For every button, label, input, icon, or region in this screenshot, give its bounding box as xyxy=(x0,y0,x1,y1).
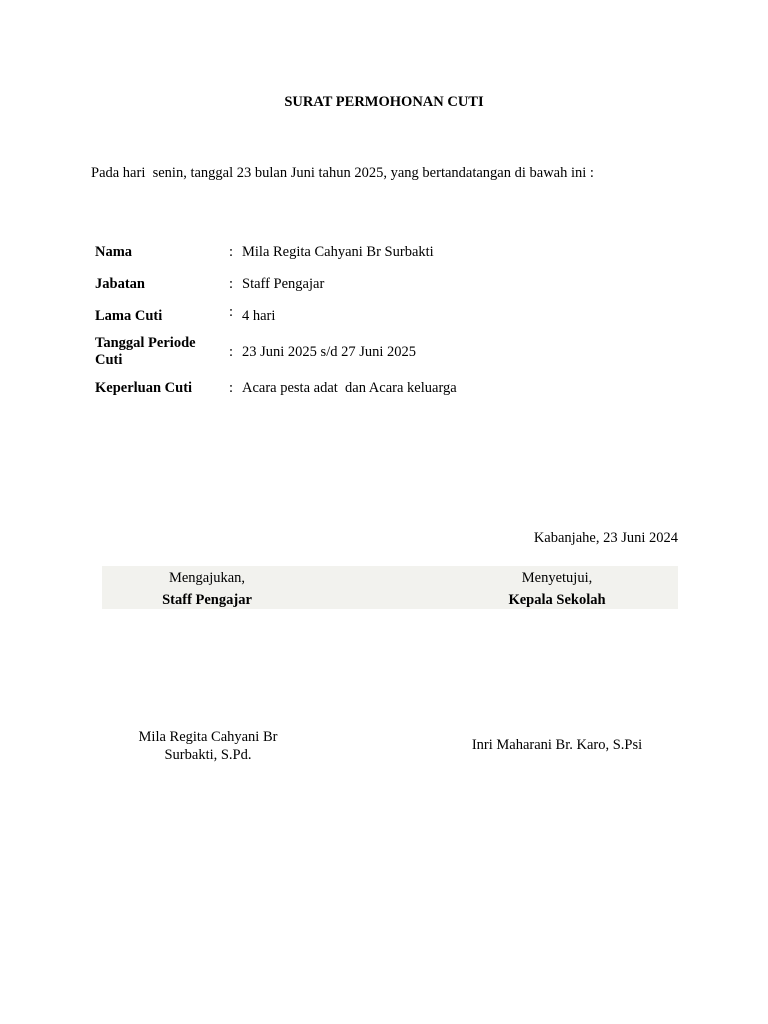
field-label: Nama xyxy=(95,244,133,260)
signer-left-name: Mila Regita Cahyani Br Surbakti, S.Pd. xyxy=(138,729,278,763)
field-label: Tanggal Periode Cuti xyxy=(95,335,196,368)
field-colon: : xyxy=(229,276,234,292)
field-value: Acara pesta adat dan Acara keluarga xyxy=(242,380,457,396)
field-label: Jabatan xyxy=(95,276,145,292)
field-value: Mila Regita Cahyani Br Surbakti xyxy=(242,244,434,260)
field-colon: : xyxy=(229,380,234,396)
field-row-nama xyxy=(95,240,655,265)
document-title: SURAT PERMOHONAN CUTI xyxy=(284,94,484,110)
field-label: Keperluan Cuti xyxy=(95,380,193,396)
place-date: Kabanjahe, 23 Juni 2024 xyxy=(533,530,678,546)
field-label: Lama Cuti xyxy=(95,308,163,324)
signature-header xyxy=(102,566,678,609)
field-value: 4 hari xyxy=(242,308,276,324)
field-row-keperluan xyxy=(95,376,655,401)
field-list xyxy=(95,240,655,401)
field-value: Staff Pengajar xyxy=(242,276,325,292)
signature-left-header xyxy=(102,567,312,611)
signature-right-role: Kepala Sekolah xyxy=(508,592,606,608)
field-row-lama-cuti xyxy=(95,304,655,329)
signer-right-name: Inri Maharani Br. Karo, S.Psi xyxy=(471,737,643,753)
field-colon: : xyxy=(229,244,234,260)
signature-right-caption: Menyetujui, xyxy=(521,570,593,586)
field-colon: : xyxy=(229,343,234,360)
intro-paragraph: Pada hari senin, tanggal 23 bulan Juni tahun 2025, yang bertandatangan di bawah ini : xyxy=(91,165,594,181)
signature-right-header xyxy=(442,567,672,611)
signature-left-role: Staff Pengajar xyxy=(162,592,252,608)
signature-left-caption: Mengajukan, xyxy=(168,570,246,586)
field-colon: : xyxy=(229,304,234,320)
field-row-jabatan xyxy=(95,272,655,297)
field-row-tanggal-periode xyxy=(95,333,655,371)
field-value: 23 Juni 2025 s/d 27 Juni 2025 xyxy=(242,343,417,360)
